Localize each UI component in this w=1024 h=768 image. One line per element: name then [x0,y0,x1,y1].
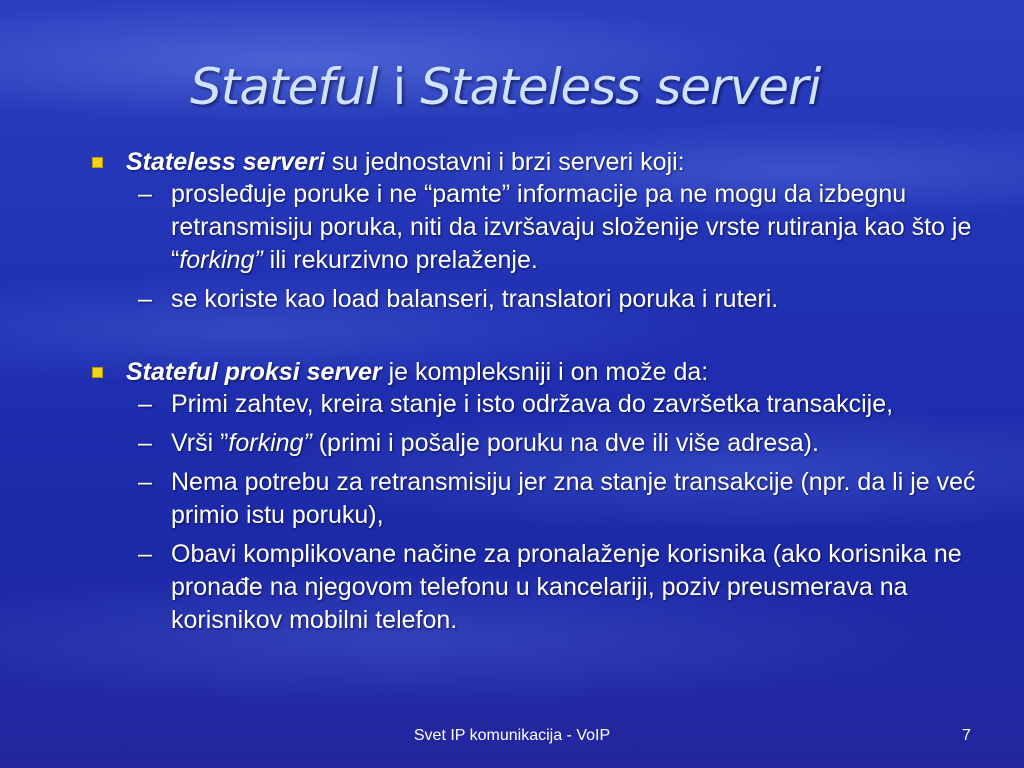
footer-text: Svet IP komunikacija - VoIP [413,727,611,744]
sub-bullet [88,283,1008,316]
dash-bullet-icon: – [138,540,152,568]
page-number: 7 [962,727,971,744]
sub-bullet-text-tail: (primi i pošalje poruku na dve ili više adresa). [311,429,819,457]
bullet-emphasis: Stateful proksi server [126,358,382,386]
sub-bullet [88,538,1008,637]
sub-bullet-emphasis: forking” [228,429,312,457]
sub-bullet [88,388,1008,421]
sub-bullet-text: Obavi komplikovane načine za pronalaženje korisnika (ako korisnika ne pronađe na njegovom telefonu u kancelariji, poziv preusmerava na korisnikov mobilni telefon. [171,540,962,634]
square-bullet-icon [92,367,103,378]
dash-bullet-icon: – [138,390,152,418]
dash-bullet-icon: – [138,429,152,457]
sub-bullet [88,427,1008,460]
slide-content [88,146,1008,637]
sub-bullet-text: Primi zahtev, kreira stanje i isto održava do završetka transakcije, [171,390,894,418]
sub-bullet-text: se koriste kao load balanseri, translatori poruka i ruteri. [171,285,779,313]
dash-bullet-icon: – [138,285,152,313]
sub-bullet [88,466,1008,532]
bullet-text: je kompleksniji i on može da: [381,358,709,386]
sub-bullet-text-tail: ili rekurzivno prelaženje. [262,246,538,274]
sub-bullet-text: Nema potrebu za retransmisiju jer zna stanje transakcije (npr. da li je već primio istu poruku), [171,468,976,529]
sub-bullet-text: prosleđuje poruke i ne “pamte” informacije pa ne mogu da izbegnu retransmisiju poruka, niti da izvršavaju složenije vrste rutiranja kao što je “ [171,180,972,274]
square-bullet-icon [92,157,103,168]
bullet-stateful [88,356,1008,388]
title-part-2: Stateless serveri [420,58,821,116]
bullet-stateless [88,146,1008,178]
title-connector: i [377,58,421,116]
sub-bullet-emphasis: forking” [179,246,263,274]
dash-bullet-icon: – [138,468,152,496]
dash-bullet-icon: – [138,180,152,208]
bullet-text: su jednostavni i brzi serveri koji: [324,148,685,176]
sub-bullet [88,178,1008,277]
slide-title [190,58,950,116]
sub-bullet-text: Vrši ” [171,429,229,457]
bullet-emphasis: Stateless serveri [126,148,325,176]
title-part-1: Stateful [190,58,378,116]
